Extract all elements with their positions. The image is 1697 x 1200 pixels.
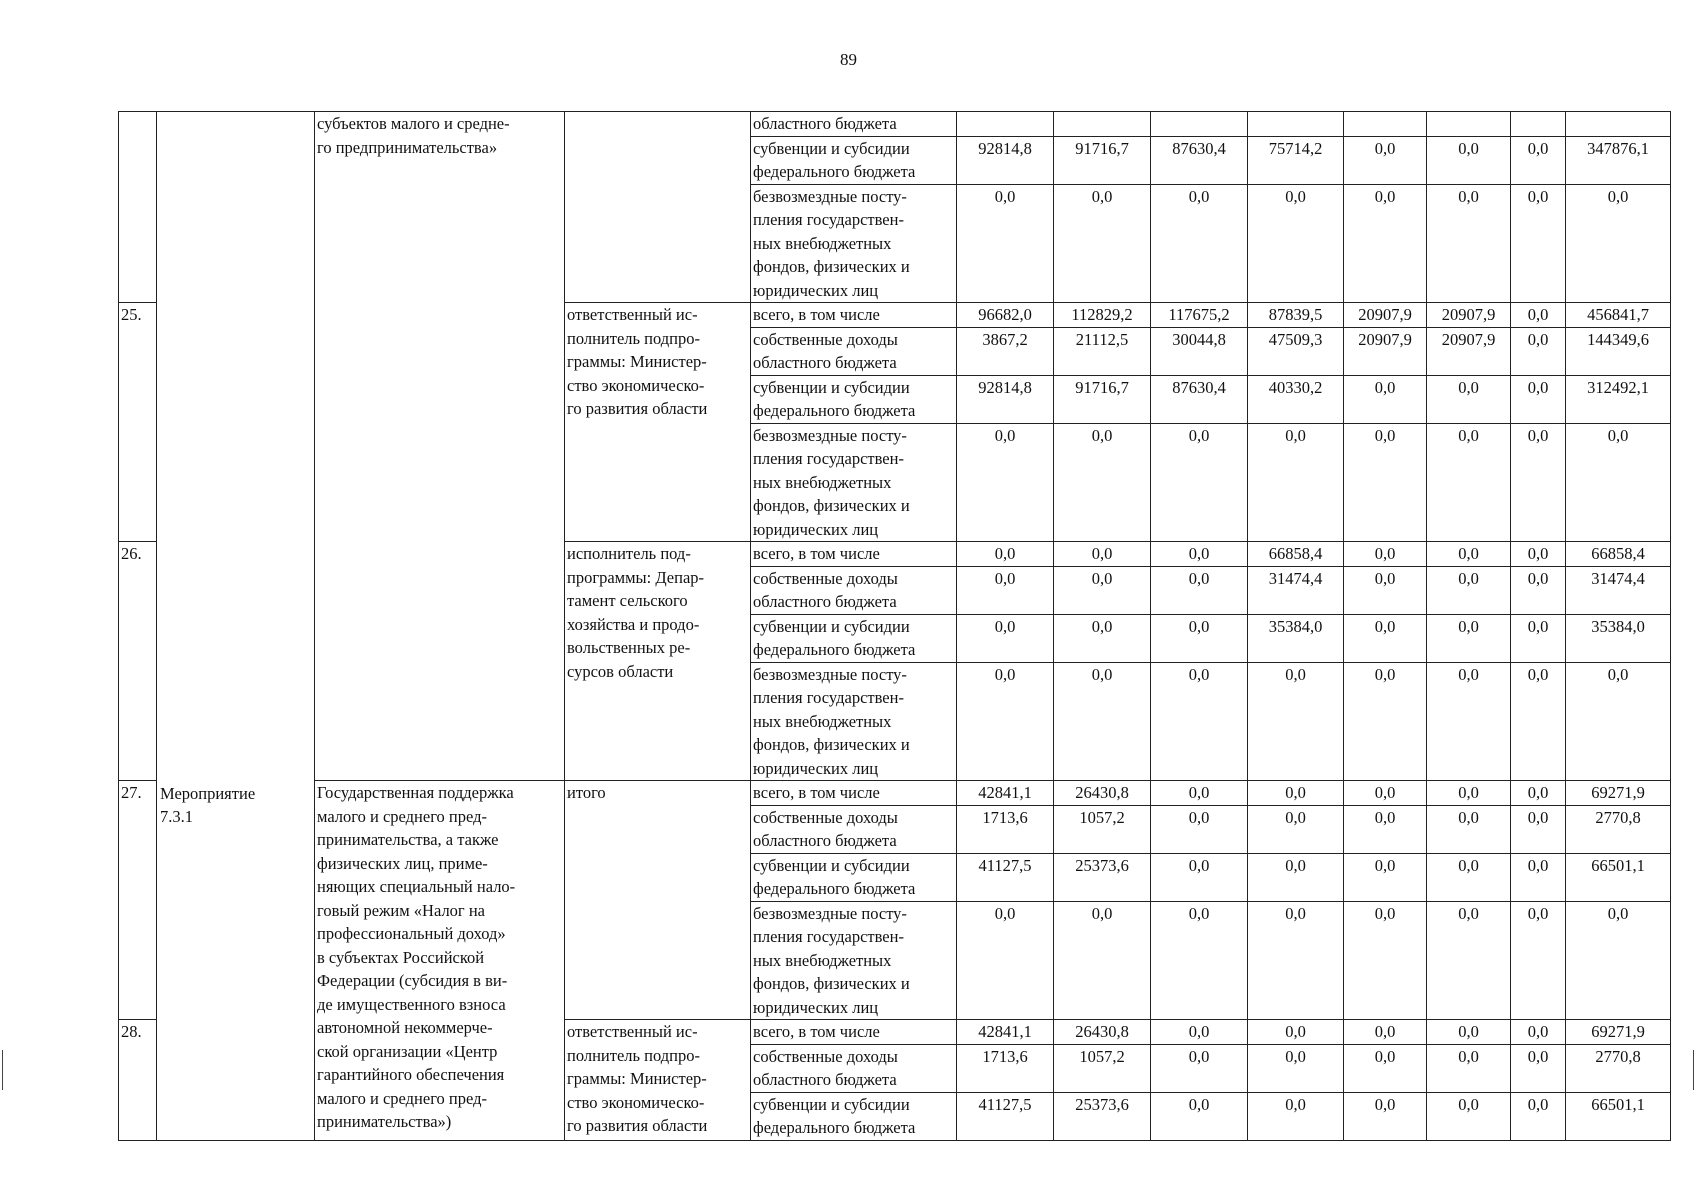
value-cell: 0,0 [1054, 614, 1151, 662]
value-cell: 91716,7 [1054, 136, 1151, 184]
value-cell: 0,0 [1248, 781, 1344, 806]
value-cell: 0,0 [1248, 805, 1344, 853]
value-cell: 0,0 [1151, 805, 1248, 853]
value-cell: 0,0 [1344, 566, 1427, 614]
value-cell: 0,0 [1151, 781, 1248, 806]
value-cell: 0,0 [957, 184, 1054, 303]
value-cell: 30044,8 [1151, 327, 1248, 375]
value-cell [1427, 112, 1511, 137]
value-cell: 35384,0 [1248, 614, 1344, 662]
source-cell: субвенции и субсидии федерального бюджета [751, 136, 957, 184]
value-cell: 31474,4 [1566, 566, 1671, 614]
value-cell: 0,0 [957, 901, 1054, 1020]
value-cell: 40330,2 [1248, 375, 1344, 423]
executor-cell [565, 112, 751, 303]
row-number: 27. [119, 781, 157, 1020]
value-cell: 0,0 [1566, 662, 1671, 781]
value-cell [1344, 112, 1427, 137]
source-cell: безвозмездные посту- пления государствен- ных внебюджетных фондов, физических и юридических лиц [751, 901, 957, 1020]
value-cell: 1057,2 [1054, 1044, 1151, 1092]
value-cell: 0,0 [1511, 1092, 1566, 1140]
value-cell: 0,0 [1427, 1020, 1511, 1045]
value-cell: 75714,2 [1248, 136, 1344, 184]
value-cell: 0,0 [1248, 1044, 1344, 1092]
value-cell [1248, 112, 1344, 137]
value-cell: 0,0 [1054, 542, 1151, 567]
value-cell: 0,0 [1427, 781, 1511, 806]
value-cell: 1057,2 [1054, 805, 1151, 853]
value-cell: 0,0 [1344, 423, 1427, 542]
value-cell: 2770,8 [1566, 1044, 1671, 1092]
value-cell: 0,0 [1511, 614, 1566, 662]
value-cell: 0,0 [1344, 1092, 1427, 1140]
value-cell: 0,0 [1248, 1020, 1344, 1045]
value-cell: 144349,6 [1566, 327, 1671, 375]
row-number: 26. [119, 542, 157, 781]
value-cell: 66501,1 [1566, 853, 1671, 901]
source-cell: всего, в том числе [751, 781, 957, 806]
value-cell: 91716,7 [1054, 375, 1151, 423]
source-cell: всего, в том числе [751, 303, 957, 328]
value-cell [1511, 112, 1566, 137]
value-cell: 0,0 [1054, 184, 1151, 303]
value-cell [1151, 112, 1248, 137]
value-cell: 0,0 [1344, 184, 1427, 303]
value-cell [1566, 112, 1671, 137]
value-cell: 0,0 [1427, 662, 1511, 781]
value-cell: 0,0 [1344, 1020, 1427, 1045]
value-cell: 41127,5 [957, 853, 1054, 901]
value-cell: 0,0 [1248, 853, 1344, 901]
value-cell: 0,0 [1151, 423, 1248, 542]
row-number: 28. [119, 1020, 157, 1141]
value-cell [1054, 112, 1151, 137]
value-cell: 20907,9 [1344, 303, 1427, 328]
value-cell: 0,0 [1151, 184, 1248, 303]
value-cell: 0,0 [1054, 566, 1151, 614]
value-cell: 0,0 [1427, 853, 1511, 901]
value-cell: 0,0 [1344, 853, 1427, 901]
source-cell: собственные доходы областного бюджета [751, 327, 957, 375]
value-cell [957, 112, 1054, 137]
value-cell: 117675,2 [1151, 303, 1248, 328]
value-cell: 0,0 [1511, 805, 1566, 853]
value-cell: 0,0 [1248, 184, 1344, 303]
value-cell: 0,0 [1151, 1092, 1248, 1140]
value-cell: 0,0 [957, 614, 1054, 662]
value-cell: 3867,2 [957, 327, 1054, 375]
value-cell: 0,0 [1344, 375, 1427, 423]
value-cell: 66858,4 [1566, 542, 1671, 567]
value-cell: 0,0 [1511, 1020, 1566, 1045]
value-cell: 0,0 [1344, 901, 1427, 1020]
value-cell: 0,0 [1151, 614, 1248, 662]
value-cell: 0,0 [1511, 136, 1566, 184]
value-cell: 47509,3 [1248, 327, 1344, 375]
executor-cell: итого [565, 781, 751, 1020]
budget-table [118, 111, 1671, 1141]
source-cell: субвенции и субсидии федерального бюджета [751, 375, 957, 423]
value-cell: 2770,8 [1566, 805, 1671, 853]
value-cell: 0,0 [1511, 566, 1566, 614]
page-number: 89 [840, 50, 857, 69]
value-cell: 0,0 [1054, 662, 1151, 781]
value-cell: 0,0 [957, 542, 1054, 567]
value-cell: 41127,5 [957, 1092, 1054, 1140]
value-cell: 96682,0 [957, 303, 1054, 328]
value-cell: 1713,6 [957, 805, 1054, 853]
source-cell: областного бюджета [751, 112, 957, 137]
value-cell: 0,0 [1151, 542, 1248, 567]
value-cell: 0,0 [1344, 781, 1427, 806]
value-cell: 0,0 [1344, 136, 1427, 184]
value-cell: 0,0 [1511, 1044, 1566, 1092]
value-cell: 0,0 [1511, 375, 1566, 423]
value-cell: 20907,9 [1427, 303, 1511, 328]
value-cell: 0,0 [1427, 542, 1511, 567]
entity-type-label: Мероприятие 7.3.1 [160, 783, 256, 826]
executor-cell: ответственный ис- полнитель подпро- граммы: Министер- ство экономическо- го развития области [565, 303, 751, 542]
value-cell: 87630,4 [1151, 136, 1248, 184]
value-cell: 0,0 [1427, 375, 1511, 423]
value-cell: 0,0 [1566, 901, 1671, 1020]
source-cell: собственные доходы областного бюджета [751, 566, 957, 614]
value-cell: 0,0 [957, 662, 1054, 781]
value-cell: 0,0 [1511, 781, 1566, 806]
value-cell: 35384,0 [1566, 614, 1671, 662]
value-cell: 0,0 [1151, 566, 1248, 614]
entity-name: субъектов малого и средне- го предпринимательства» [317, 114, 510, 157]
value-cell: 20907,9 [1344, 327, 1427, 375]
value-cell: 0,0 [1566, 423, 1671, 542]
value-cell: 0,0 [1248, 1092, 1344, 1140]
value-cell: 92814,8 [957, 136, 1054, 184]
value-cell: 87839,5 [1248, 303, 1344, 328]
scan-mark-right [1693, 1050, 1694, 1090]
source-cell: субвенции и субсидии федерального бюджета [751, 853, 957, 901]
value-cell: 0,0 [1427, 136, 1511, 184]
source-cell: собственные доходы областного бюджета [751, 1044, 957, 1092]
value-cell: 312492,1 [1566, 375, 1671, 423]
value-cell: 0,0 [1151, 901, 1248, 1020]
source-cell: субвенции и субсидии федерального бюджета [751, 1092, 957, 1140]
source-cell: безвозмездные посту- пления государствен- ных внебюджетных фондов, физических и юридических лиц [751, 423, 957, 542]
value-cell: 69271,9 [1566, 781, 1671, 806]
entity-name-cell [315, 112, 565, 781]
value-cell: 0,0 [1151, 853, 1248, 901]
value-cell: 0,0 [1511, 662, 1566, 781]
value-cell: 0,0 [1427, 184, 1511, 303]
value-cell: 0,0 [1151, 1044, 1248, 1092]
entity-name-cell: Государственная поддержка малого и среднего пред- принимательства, а также физических лиц, приме- няющих специальный нало- говый режим «Налог на профессиональный доход» в субъектах Российской Федерации (субсидия в ви- де имущественного взноса автономной некоммерче- ской организации «Центр гарантийного обеспечения малого и среднего пред- принимательства») [315, 781, 565, 1141]
source-cell: субвенции и субсидии федерального бюджета [751, 614, 957, 662]
entity-type-cell [157, 112, 315, 1141]
source-cell: всего, в том числе [751, 542, 957, 567]
value-cell: 0,0 [1054, 901, 1151, 1020]
value-cell: 0,0 [1511, 184, 1566, 303]
executor-cell: исполнитель под- программы: Депар- тамент сельского хозяйства и продо- вольственных ре- сурсов области [565, 542, 751, 781]
value-cell: 0,0 [1248, 423, 1344, 542]
value-cell: 0,0 [1248, 901, 1344, 1020]
value-cell: 21112,5 [1054, 327, 1151, 375]
value-cell: 0,0 [1427, 901, 1511, 1020]
value-cell: 0,0 [1344, 614, 1427, 662]
value-cell: 0,0 [957, 566, 1054, 614]
value-cell: 69271,9 [1566, 1020, 1671, 1045]
value-cell: 0,0 [1427, 1044, 1511, 1092]
value-cell: 0,0 [1511, 901, 1566, 1020]
row-number-cell [119, 112, 157, 303]
value-cell: 0,0 [1427, 1092, 1511, 1140]
value-cell: 456841,7 [1566, 303, 1671, 328]
value-cell: 0,0 [1151, 1020, 1248, 1045]
value-cell: 0,0 [1344, 1044, 1427, 1092]
value-cell: 26430,8 [1054, 781, 1151, 806]
value-cell: 25373,6 [1054, 1092, 1151, 1140]
value-cell: 66501,1 [1566, 1092, 1671, 1140]
scan-mark-left [2, 1050, 3, 1090]
value-cell: 0,0 [957, 423, 1054, 542]
value-cell: 0,0 [1511, 327, 1566, 375]
source-cell: собственные доходы областного бюджета [751, 805, 957, 853]
source-cell: всего, в том числе [751, 1020, 957, 1045]
value-cell: 0,0 [1427, 423, 1511, 542]
value-cell: 0,0 [1344, 805, 1427, 853]
value-cell: 92814,8 [957, 375, 1054, 423]
value-cell: 347876,1 [1566, 136, 1671, 184]
value-cell: 20907,9 [1427, 327, 1511, 375]
executor-cell: ответственный ис- полнитель подпро- граммы: Министер- ство экономическо- го развития области [565, 1020, 751, 1141]
row-number: 25. [119, 303, 157, 542]
value-cell: 31474,4 [1248, 566, 1344, 614]
value-cell: 42841,1 [957, 1020, 1054, 1045]
value-cell: 0,0 [1427, 805, 1511, 853]
value-cell: 0,0 [1511, 303, 1566, 328]
value-cell: 42841,1 [957, 781, 1054, 806]
value-cell: 0,0 [1054, 423, 1151, 542]
value-cell: 0,0 [1427, 614, 1511, 662]
value-cell: 0,0 [1511, 853, 1566, 901]
value-cell: 0,0 [1344, 542, 1427, 567]
value-cell: 0,0 [1248, 662, 1344, 781]
value-cell: 0,0 [1344, 662, 1427, 781]
value-cell: 1713,6 [957, 1044, 1054, 1092]
value-cell: 26430,8 [1054, 1020, 1151, 1045]
value-cell: 112829,2 [1054, 303, 1151, 328]
value-cell: 66858,4 [1248, 542, 1344, 567]
value-cell: 87630,4 [1151, 375, 1248, 423]
source-cell: безвозмездные посту- пления государствен- ных внебюджетных фондов, физических и юридических лиц [751, 662, 957, 781]
value-cell: 0,0 [1566, 184, 1671, 303]
value-cell: 0,0 [1151, 662, 1248, 781]
source-cell: безвозмездные посту- пления государствен- ных внебюджетных фондов, физических и юридических лиц [751, 184, 957, 303]
value-cell: 0,0 [1427, 566, 1511, 614]
value-cell: 0,0 [1511, 542, 1566, 567]
value-cell: 25373,6 [1054, 853, 1151, 901]
value-cell: 0,0 [1511, 423, 1566, 542]
